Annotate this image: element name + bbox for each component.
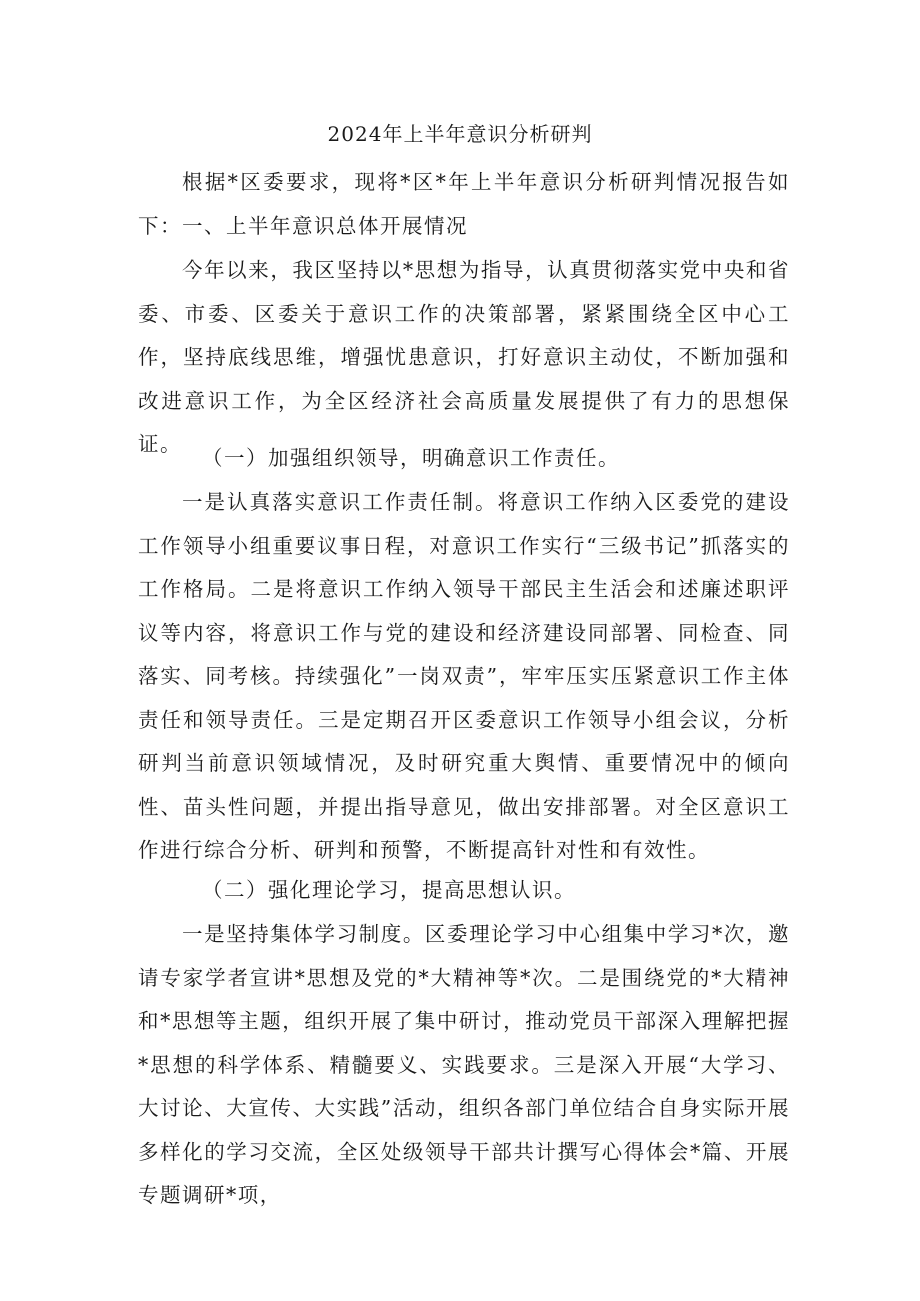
subsection-heading-1: （一）加强组织领导，明确意识工作责任。 (202, 446, 620, 470)
intro-paragraph: 根据*区委要求，现将*区*年上半年意识分析研判情况报告如下： (138, 170, 790, 238)
subsection-2-paragraph: 一是坚持集体学习制度。区委理论学习中心组集中学习*次，邀请专家学者宣讲*思想及党的*大精神等*次。二是围绕党的*大精神和*思想等主题，组织开展了集中研讨，推动党员干部深入理解把握*思想的科学体系、精髓要义、实践要求。三是深入开展“大学习、大讨论、大宣传、大实践”活动，组织各部门单位结合自身实际开展多样化的学习交流，全区处级领导干部共计撰写心得体会*篇、开展专题调研*项， (138, 922, 790, 1207)
subsection-heading-2: （二）强化理论学习，提高思想认识。 (202, 878, 576, 902)
section-heading-1: 一、上半年意识总体开展情况 (182, 214, 468, 238)
section-1-paragraph: 今年以来，我区坚持以*思想为指导，认真贯彻落实党中央和省委、市委、区委关于意识工作的决策部署，紧紧围绕全区中心工作，坚持底线思维，增强忧患意识，打好意识主动仗，不断加强和改进意识工作，为全区经济社会高质量发展提供了有力的思想保证。 (138, 258, 790, 456)
subsection-1-paragraph: 一是认真落实意识工作责任制。将意识工作纳入区委党的建设工作领导小组重要议事日程，对意识工作实行“三级书记”抓落实的工作格局。二是将意识工作纳入领导干部民主生活会和述廉述职评议等内容，将意识工作与党的建设和经济建设同部署、同检查、同落实、同考核。持续强化”一岗双责”，牢牢压实压紧意识工作主体责任和领导责任。三是定期召开区委意识工作领导小组会议，分析研判当前意识领域情况，及时研究重大舆情、重要情况中的倾向性、苗头性问题，并提出指导意见，做出安排部署。对全区意识工作进行综合分析、研判和预警，不断提高针对性和有效性。 (138, 490, 790, 862)
document-title: 2024年上半年意识分析研判 (327, 122, 593, 146)
